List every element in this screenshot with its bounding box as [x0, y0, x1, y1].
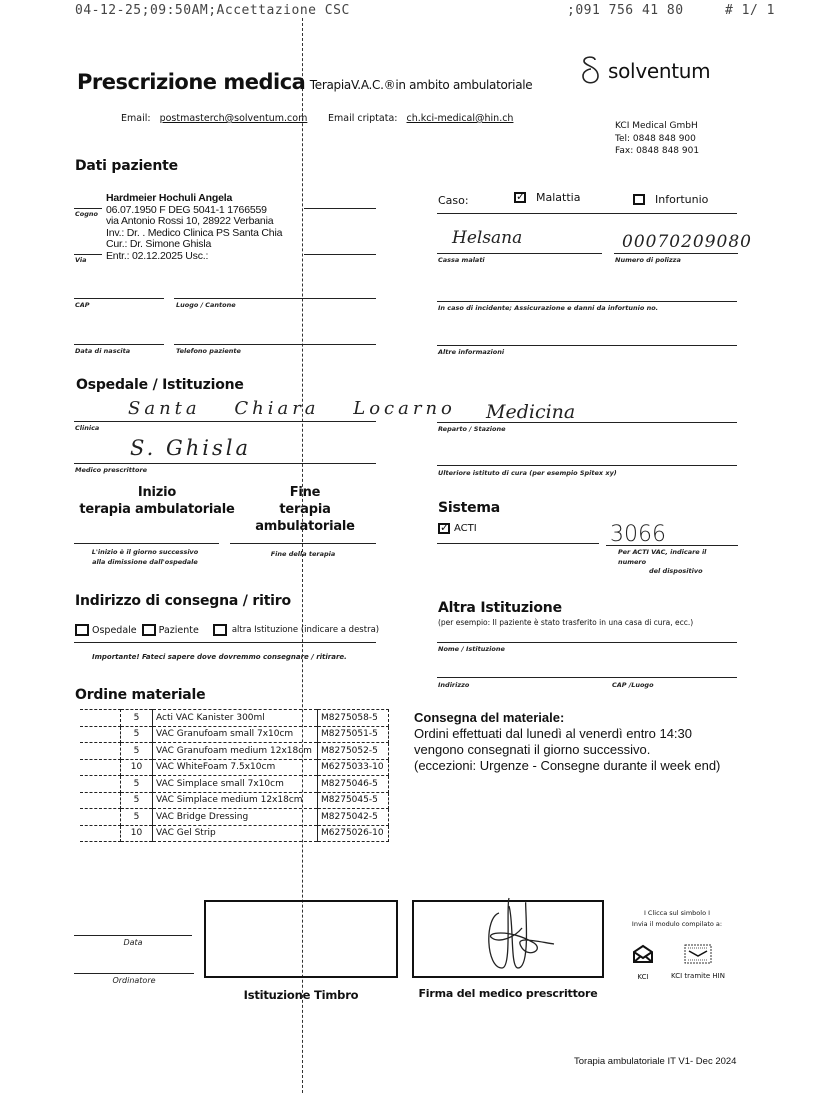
patient-name: Hardmeier Hochuli Angela: [106, 192, 233, 204]
signature-icon: [414, 888, 602, 978]
order-row-check[interactable]: [80, 759, 121, 776]
other-info-label: Altre informazioni: [438, 348, 505, 356]
therapy-start-title-1: Inizio: [137, 485, 177, 500]
order-row: [80, 809, 389, 826]
therapy-start-caption: [80, 547, 210, 567]
policy-number-label: Numero di polizza: [615, 256, 681, 264]
stamp-label: Istituzione Timbro: [243, 988, 359, 1002]
send-instructions: [622, 908, 732, 930]
order-row-check[interactable]: [80, 726, 121, 743]
order-row-code: M8275046-5: [318, 776, 389, 793]
order-row-code: M8275058-5: [318, 710, 389, 727]
patient-checkbox[interactable]: [142, 624, 156, 636]
order-row-quantity[interactable]: 10: [121, 759, 153, 776]
hospital-option-label: Ospedale: [92, 624, 137, 636]
page-title-block: [77, 70, 532, 94]
company-fax: Fax: 0848 848 901: [615, 146, 700, 156]
therapy-start-caption-1: L'inizio è il giorno successivo: [91, 548, 199, 556]
brand-logo: [580, 55, 710, 87]
policy-number-value[interactable]: 00070209080: [622, 232, 752, 252]
send-hin-button[interactable]: [668, 943, 728, 980]
therapy-start-title: [74, 484, 240, 518]
other-institution-option-label: altra Istituzione (indicare a destra): [231, 625, 380, 635]
accident-checkbox[interactable]: [633, 194, 645, 205]
fax-header-sender: 04-12-25;09:50AM;Accettazione CSC: [75, 3, 350, 18]
delivery-info-line1: Ordini effettuati dal lunedì al venerdì entro 14:30: [414, 726, 693, 741]
institution-name-label: Nome / Istituzione: [438, 645, 505, 653]
order-row-quantity[interactable]: 10: [121, 825, 153, 842]
delivery-note: Importante! Fateci sapere dove dovremmo consegnare / ritirare.: [92, 653, 347, 661]
patient-physician: Cur.: Dr. Simone Ghisla: [106, 238, 212, 250]
order-row-code: M8275052-5: [318, 743, 389, 760]
order-row-quantity[interactable]: 5: [121, 809, 153, 826]
delivery-info-line2: vengono consegnati il giorno successivo.: [414, 742, 651, 757]
patient-section-title: Dati paziente: [75, 158, 178, 174]
therapy-start-title-2: terapia ambulatoriale: [79, 502, 235, 517]
order-row: [80, 726, 389, 743]
insurer-value[interactable]: Helsana: [452, 228, 523, 248]
patient-referrer: Inv.: Dr. . Medico Clinica PS Santa Chia: [106, 226, 283, 239]
patient-admission: Entr.: 02.12.2025 Usc.:: [106, 249, 209, 262]
institution-zip-label: CAP /Luogo: [612, 681, 654, 689]
encrypted-email-label: Email criptata:: [328, 113, 398, 124]
order-row-item: Acti VAC Kanister 300ml: [153, 710, 318, 727]
send-hin-label: KCI tramite HIN: [671, 972, 725, 980]
zip-label: CAP: [75, 301, 90, 309]
other-institution-subtitle: (per esempio: Il paziente è stato trasferito in una casa di cura, ecc.): [438, 618, 694, 627]
delivery-address-title: Indirizzo di consegna / ritiro: [75, 593, 291, 609]
acti-checkbox[interactable]: [438, 523, 450, 534]
order-row-item: VAC Simplace small 7x10cm: [153, 776, 318, 793]
illness-checkbox[interactable]: [514, 192, 526, 203]
order-row-item: VAC WhiteFoam 7.5x10cm: [153, 759, 318, 776]
birthdate-label: Data di nascita: [75, 347, 131, 355]
hospital-section-title: Ospedale / Istituzione: [76, 377, 244, 393]
encrypted-email-link[interactable]: ch.kci-medical@hin.ch: [406, 113, 514, 124]
therapy-end-caption: Fine della terapia: [270, 550, 336, 558]
order-row: [80, 776, 389, 793]
email-label: Email:: [121, 113, 151, 124]
order-row-code: M8275051-5: [318, 726, 389, 743]
orderer-label: Ordinatore: [112, 976, 156, 985]
company-tel: Tel: 0848 848 900: [615, 133, 696, 144]
order-row: [80, 759, 389, 776]
clinic-value[interactable]: Santa Chiara Locarno: [128, 398, 456, 419]
prescriber-value[interactable]: S. Ghisla: [130, 436, 252, 460]
email-link[interactable]: postmasterch@solventum.com: [159, 113, 308, 124]
ward-value[interactable]: Medicina: [486, 401, 576, 423]
stamp-box[interactable]: [204, 900, 398, 978]
acti-label: ACTI: [454, 523, 477, 534]
delivery-info-title: Consegna del materiale:: [414, 710, 565, 725]
accident-insurance-label: In caso di incidente; Assicurazione e danni da infortunio no.: [438, 304, 659, 312]
institution-address-label: Indirizzo: [438, 681, 470, 689]
send-kci-label: KCI: [637, 973, 649, 981]
order-row-item: VAC Gel Strip: [153, 825, 318, 842]
order-row-code: M6275026-10: [318, 825, 389, 842]
prescriber-label: Medico prescrittore: [75, 466, 148, 474]
delivery-info-line3: (eccezioni: Urgenze - Consegne durante il week end): [414, 758, 721, 773]
delivery-info: [414, 710, 720, 774]
page-subtitle: TerapiaV.A.C.®in ambito ambulatoriale: [309, 78, 533, 92]
solventum-logo-icon: [580, 55, 602, 87]
order-row-quantity[interactable]: 5: [121, 726, 153, 743]
envelope-hin-icon: [683, 943, 713, 965]
ward-label: Reparto / Stazione: [438, 425, 506, 433]
order-row: [80, 792, 389, 809]
order-row-item: VAC Simplace medium 12x18cm: [153, 792, 318, 809]
send-line2: Invia il modulo compilato a:: [631, 920, 723, 928]
patient-address: via Antonio Rossi 10, 28922 Verbania: [106, 215, 274, 227]
other-institution-title: Altra Istituzione: [438, 600, 562, 616]
street-label: Via: [75, 256, 87, 264]
signature-label: Firma del medico prescrittore: [418, 987, 598, 1000]
order-row-code: M8275042-5: [318, 809, 389, 826]
envelope-open-icon: [632, 944, 654, 964]
order-row-check[interactable]: [80, 792, 121, 809]
device-number-caption: [618, 548, 706, 577]
hospital-checkbox[interactable]: [75, 624, 89, 636]
order-row-check[interactable]: [80, 743, 121, 760]
order-row-quantity[interactable]: 5: [121, 710, 153, 727]
therapy-end-title-2: terapia ambulatoriale: [255, 502, 355, 534]
order-row-quantity[interactable]: 5: [121, 776, 153, 793]
therapy-end-title: [232, 484, 378, 535]
order-row-check[interactable]: [80, 710, 121, 727]
patient-sticker: [106, 193, 282, 262]
brand-name: solventum: [608, 59, 711, 83]
date-label: Data: [123, 938, 143, 947]
send-line1: I Clicca sul simbolo I: [643, 909, 711, 917]
order-row-item: VAC Bridge Dressing: [153, 809, 318, 826]
case-option-illness[interactable]: [514, 191, 580, 204]
order-row-check[interactable]: [80, 776, 121, 793]
surname-label: Cogno: [75, 210, 98, 218]
order-row-item: VAC Granufoam medium 12x18cm: [153, 743, 318, 760]
form-version: Torapia ambulatoriale IT V1- Dec 2024: [574, 1056, 737, 1067]
therapy-end-title-1: Fine: [289, 485, 321, 500]
order-row-code: M8275045-5: [318, 792, 389, 809]
order-row-quantity[interactable]: 5: [121, 792, 153, 809]
case-option-accident[interactable]: [633, 193, 708, 206]
order-row: [80, 825, 389, 842]
further-care-label: Ulteriore istituto di cura (per esempio Spitex xy): [438, 469, 617, 477]
order-row-code: M6275033-10: [318, 759, 389, 776]
patient-birth-id: 06.07.1950 F DEG 5041-1 1766559: [106, 203, 267, 216]
order-row: [80, 710, 389, 727]
case-label: Caso:: [438, 194, 469, 207]
order-row: [80, 743, 389, 760]
delivery-options: [75, 624, 379, 636]
system-section-title: Sistema: [438, 500, 501, 516]
fax-header-page: # 1/ 1: [725, 3, 775, 18]
company-info: [615, 120, 699, 158]
therapy-start-caption-2: alla dimissione dall'ospedale: [92, 558, 198, 566]
phone-label: Telefono paziente: [176, 347, 241, 355]
illness-label: Malattia: [536, 191, 581, 204]
fax-header-phone: ;091 756 41 80: [567, 3, 684, 18]
page-title: Prescrizione medica: [77, 70, 306, 94]
email-row: [121, 113, 307, 124]
device-number-value[interactable]: 3066: [610, 522, 666, 547]
signature-box[interactable]: [412, 900, 604, 978]
company-name: KCI Medical GmbH: [615, 121, 698, 131]
order-section-title: Ordine materiale: [75, 687, 206, 703]
order-table: [80, 709, 389, 842]
order-row-check[interactable]: [80, 809, 121, 826]
system-option-acti[interactable]: [438, 523, 477, 534]
place-label: Luogo / Cantone: [176, 301, 236, 309]
order-row-item: VAC Granufoam small 7x10cm: [153, 726, 318, 743]
encrypted-email-row: [328, 113, 513, 124]
patient-option-label: Paziente: [158, 624, 199, 636]
device-caption-2: numero: [618, 557, 647, 566]
send-kci-button[interactable]: [628, 944, 658, 981]
insurer-label: Cassa malati: [438, 256, 485, 264]
order-row-quantity[interactable]: 5: [121, 743, 153, 760]
device-caption-3: del dispositivo: [649, 567, 703, 575]
other-institution-checkbox[interactable]: [213, 624, 227, 636]
device-caption-1: Per ACTI VAC, indicare il: [618, 548, 707, 556]
clinic-label: Clinica: [75, 424, 100, 432]
accident-label: Infortunio: [655, 193, 709, 206]
order-row-check[interactable]: [80, 825, 121, 842]
